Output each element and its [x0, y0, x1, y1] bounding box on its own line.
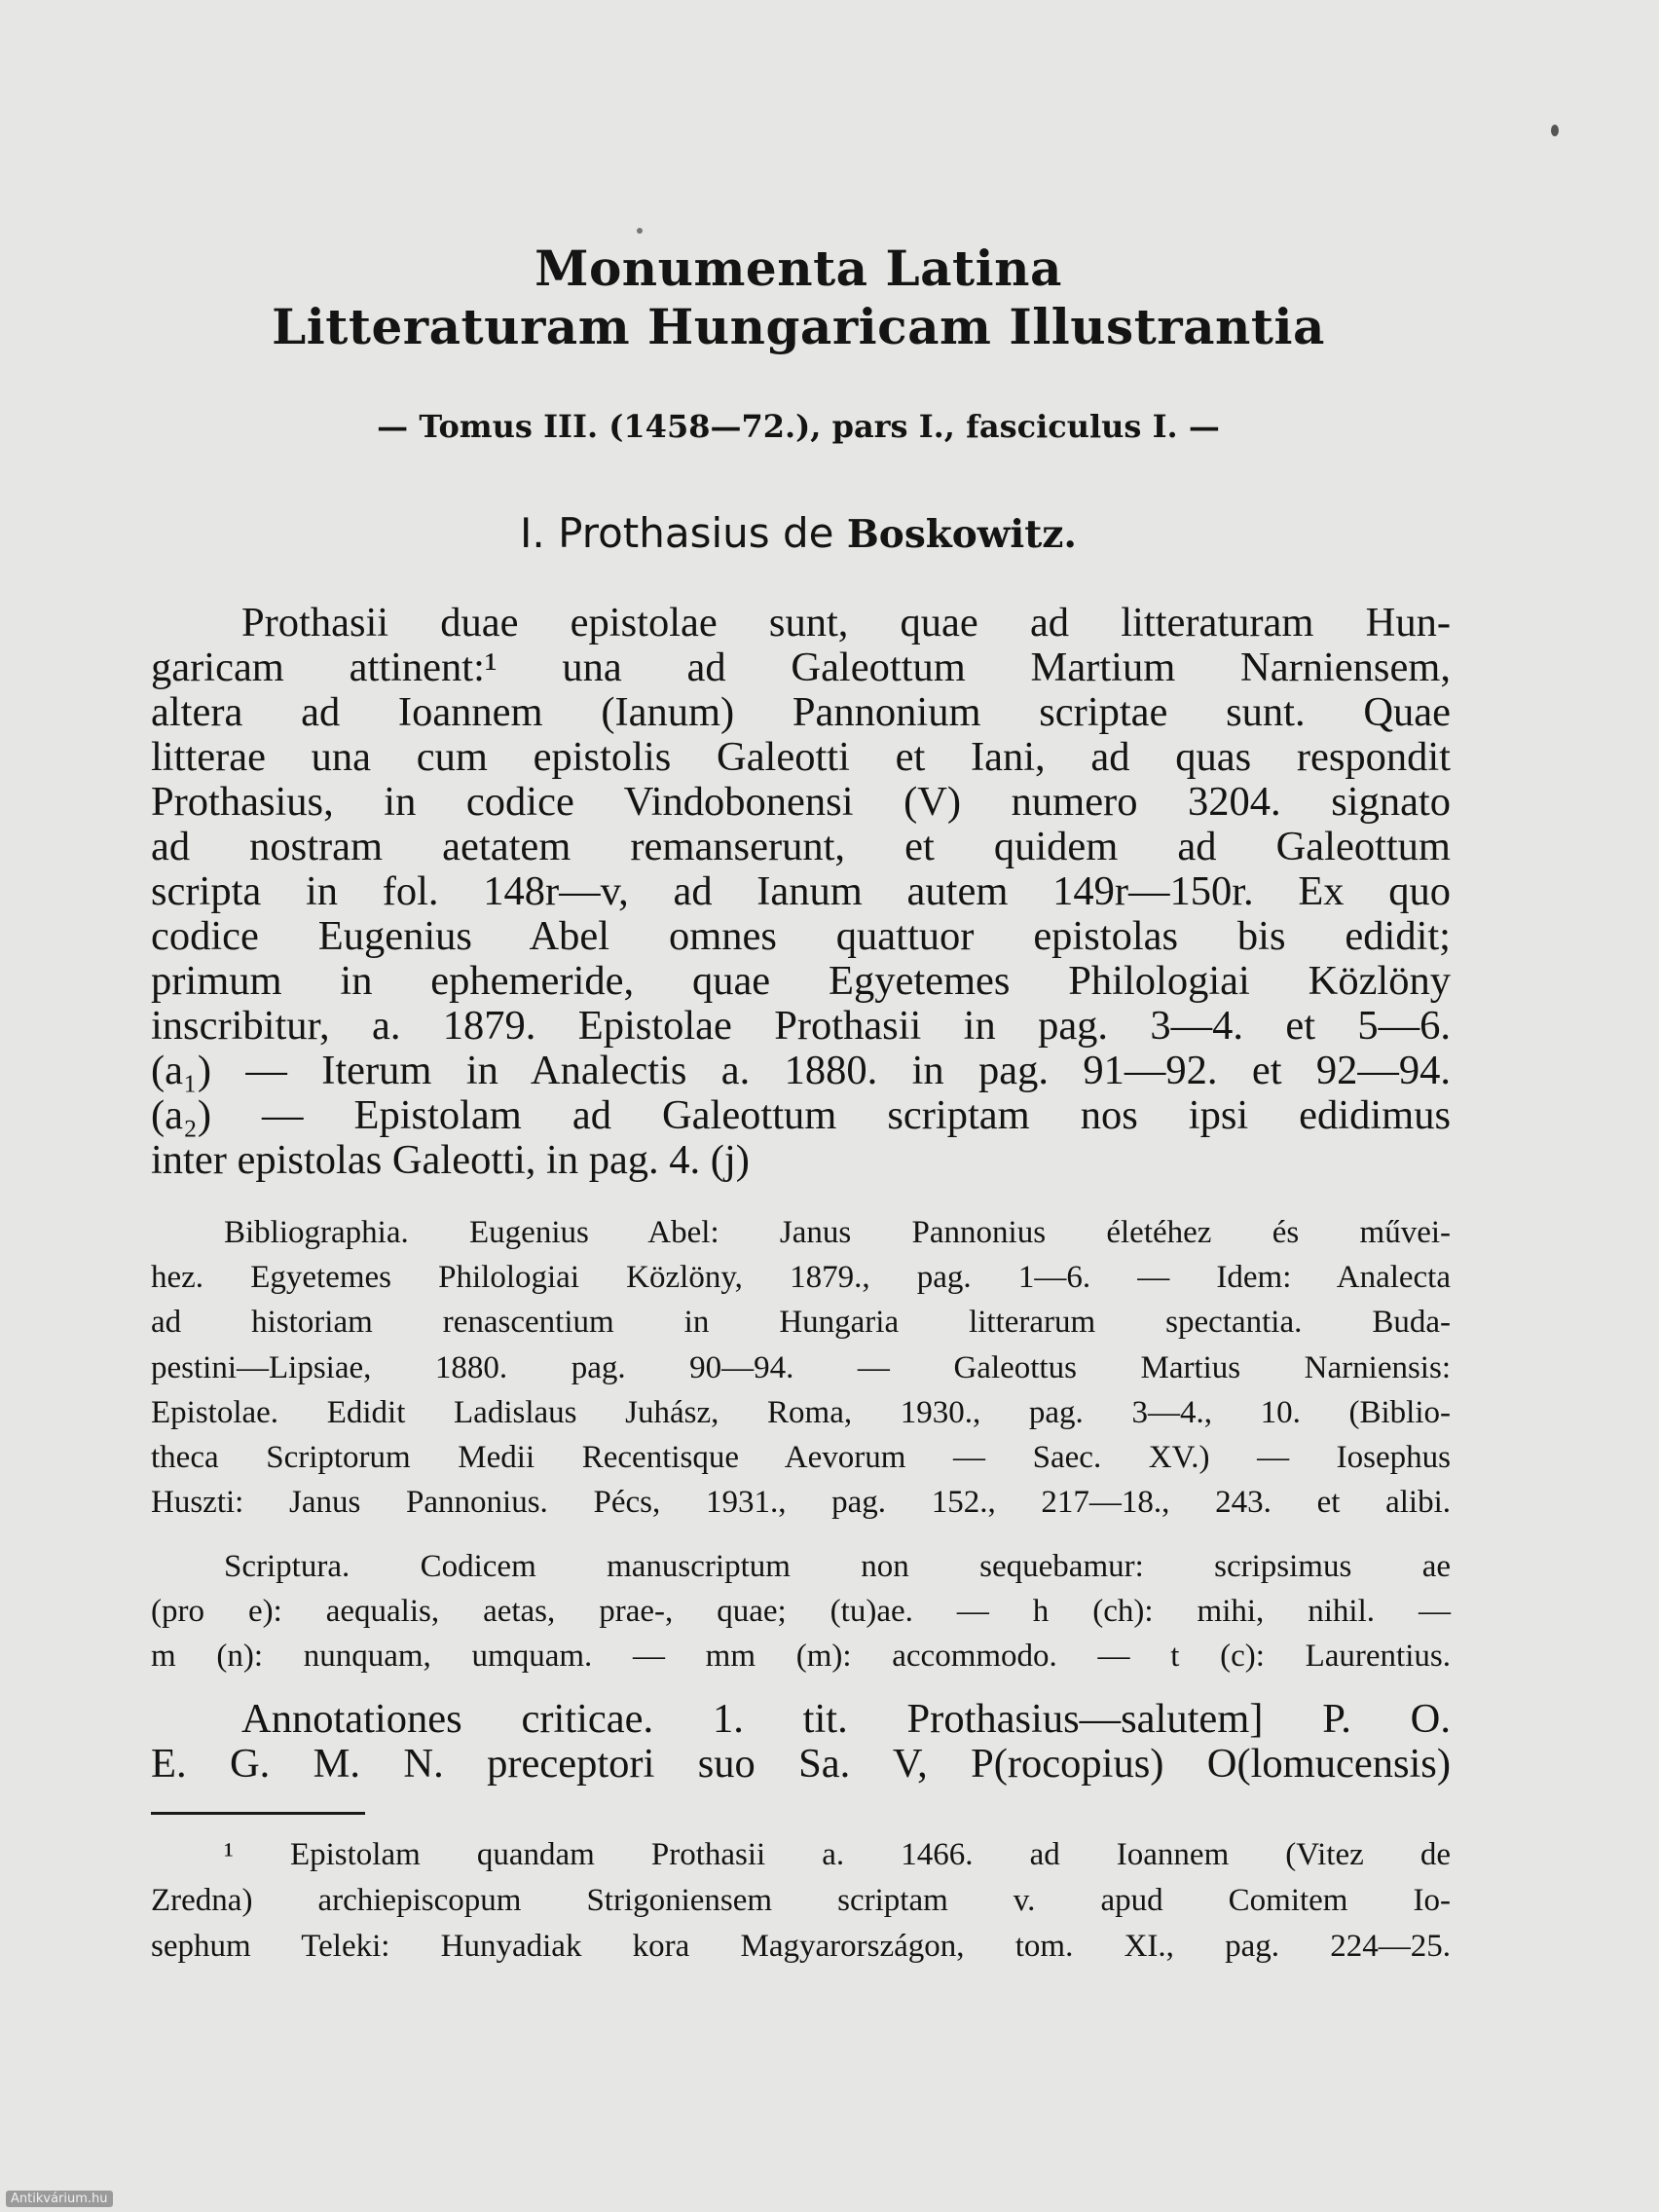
footnote-divider	[151, 1812, 365, 1815]
intro-line: (a₂) — Epistolam ad Galeottum scriptam nos ipsi edidimus	[151, 1092, 1451, 1138]
intro-line: litterae una cum epistolis Galeotti et Iani, ad quas respondit	[151, 734, 1451, 780]
intro-line: Prothasius, in codice Vindobonensi (V) numero 3204. signato	[151, 779, 1451, 825]
intro-line: codice Eugenius Abel omnes quattuor epistolas bis edidit;	[151, 913, 1451, 959]
page-title-line-2: Litteraturam Hungaricam Illustrantia	[272, 298, 1325, 355]
ink-speck	[1551, 125, 1559, 136]
annotationes-line: E. G. M. N. preceptori suo Sa. V, P(rocopius) O(lomucensis)	[151, 1741, 1451, 1787]
bibliographia-line: Bibliographia. Eugenius Abel: Janus Pannonius életéhez és művei-	[224, 1215, 1451, 1250]
ink-speck	[637, 228, 643, 234]
intro-line: inter epistolas Galeotti, in pag. 4. (j)	[151, 1137, 750, 1183]
bibliographia-line: ad historiam renascentium in Hungaria litterarum spectantia. Buda-	[151, 1305, 1451, 1340]
intro-line: altera ad Ioannem (Ianum) Pannonium scriptae sunt. Quae	[151, 689, 1451, 735]
scriptura-line: Scriptura. Codicem manuscriptum non sequebamur: scripsimus ae	[224, 1549, 1451, 1584]
intro-line: scripta in fol. 148r—v, ad Ianum autem 149r—150r. Ex quo	[151, 868, 1451, 914]
section-heading-name: Boskowitz.	[846, 512, 1077, 557]
volume-subtitle: — Tomus III. (1458—72.), pars I., fasciculus I. —	[377, 408, 1220, 445]
section-heading-prefix: I. Prothasius de	[520, 509, 847, 557]
intro-line: primum in ephemeride, quae Egyetemes Philologiai Közlöny	[151, 958, 1451, 1004]
watermark-label: Antikvárium.hu	[6, 2191, 113, 2207]
page-title-line-1: Monumenta Latina	[535, 240, 1062, 297]
intro-line: ad nostram aetatem remanserunt, et quidem ad Galeottum	[151, 824, 1451, 869]
bibliographia-line: hez. Egyetemes Philologiai Közlöny, 1879., pag. 1—6. — Idem: Analecta	[151, 1260, 1451, 1295]
bibliographia-line: pestini—Lipsiae, 1880. pag. 90—94. — Galeottus Martius Narniensis:	[151, 1350, 1451, 1385]
intro-line: garicam attinent:¹ una ad Galeottum Martium Narniensem,	[151, 645, 1451, 690]
intro-line: (a₁) — Iterum in Analectis a. 1880. in pag. 91—92. et 92—94.	[151, 1048, 1451, 1093]
bibliographia-line: Huszti: Janus Pannonius. Pécs, 1931., pag. 152., 217—18., 243. et alibi.	[151, 1485, 1451, 1520]
intro-line: inscribitur, a. 1879. Epistolae Prothasii in pag. 3—4. et 5—6.	[151, 1003, 1451, 1049]
footnote-line: Zredna) archiepiscopum Strigoniensem scriptam v. apud Comitem Io-	[151, 1883, 1451, 1918]
section-heading	[0, 506, 1597, 562]
intro-line: Prothasii duae epistolae sunt, quae ad litteraturam Hun-	[241, 600, 1451, 645]
scriptura-line: m (n): nunquam, umquam. — mm (m): accommodo. — t (c): Laurentius.	[151, 1639, 1451, 1674]
bibliographia-line: Epistolae. Edidit Ladislaus Juhász, Roma, 1930., pag. 3—4., 10. (Biblio-	[151, 1395, 1451, 1430]
scriptura-line: (pro e): aequalis, aetas, prae-, quae; (tu)ae. — h (ch): mihi, nihil. —	[151, 1594, 1451, 1629]
annotationes-line: Annotationes criticae. 1. tit. Prothasius—salutem] P. O.	[241, 1696, 1451, 1742]
footnote-line: sephum Teleki: Hunyadiak kora Magyarországon, tom. XI., pag. 224—25.	[151, 1929, 1451, 1964]
footnote-line: ¹ Epistolam quandam Prothasii a. 1466. ad Ioannem (Vitez de	[224, 1837, 1451, 1872]
bibliographia-line: theca Scriptorum Medii Recentisque Aevorum — Saec. XV.) — Iosephus	[151, 1440, 1451, 1475]
